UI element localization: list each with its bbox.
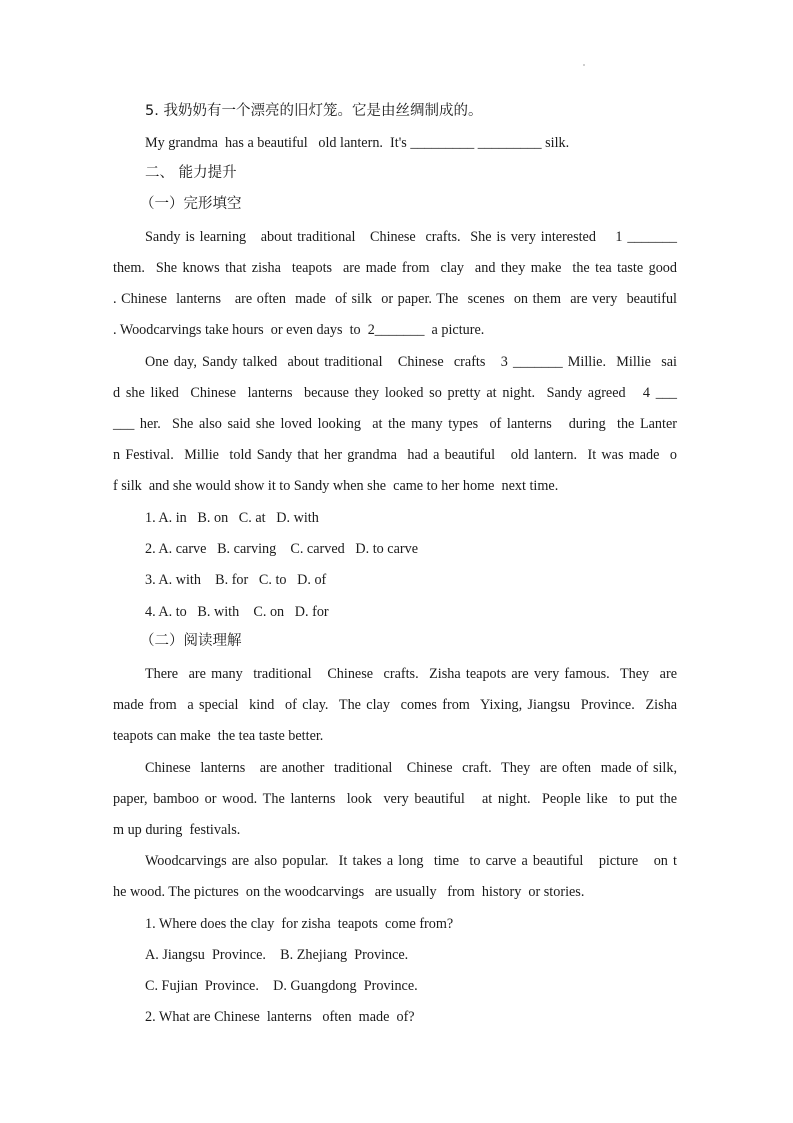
- reading-passage-line: m up during festivals.: [113, 822, 241, 838]
- reading-passage-line: Chinese lanterns are another traditional Chinese craft. They are often made of silk,: [145, 760, 677, 776]
- reading-passage-line: he wood. The pictures on the woodcarvings are usually from history or stories.: [113, 884, 585, 900]
- reading-passage-line: Woodcarvings are also popular. It takes a long time to carve a beautiful picture on t: [145, 853, 677, 869]
- cloze-option-1: 1. A. in B. on C. at D. with: [145, 510, 319, 526]
- cloze-option-4: 4. A. to B. with C. on D. for: [145, 604, 329, 620]
- cloze-passage-line: d she liked Chinese lanterns because they looked so pretty at night. Sandy agreed 4 ___: [113, 385, 677, 401]
- cloze-passage-line: n Festival. Millie told Sandy that her grandma had a beautiful old lantern. It was made o: [113, 447, 677, 463]
- cloze-passage-line: them. She knows that zisha teapots are made from clay and they make the tea taste good: [113, 260, 677, 276]
- cloze-passage-line: One day, Sandy talked about traditional Chinese crafts 3 _______ Millie. Millie sai: [145, 354, 677, 370]
- cloze-passage-line: . Woodcarvings take hours or even days to 2_______ a picture.: [113, 322, 485, 338]
- question-5-english: My grandma has a beautiful old lantern. It's _________ _________ silk.: [145, 135, 570, 151]
- reading-passage-line: made from a special kind of clay. The clay comes from Yixing, Jiangsu Province. Zisha: [113, 697, 677, 713]
- cloze-passage-line: ___ her. She also said she loved looking at the many types of lanterns during the Lanter: [113, 416, 677, 432]
- subsection-heading-reading: （二）阅读理解: [140, 633, 242, 649]
- cloze-passage-line: . Chinese lanterns are often made of silk or paper. The scenes on them are very beautiful: [113, 291, 677, 307]
- subsection-heading-cloze: （一）完形填空: [140, 196, 242, 212]
- reading-question-1-options-ab: A. Jiangsu Province. B. Zhejiang Province.: [145, 947, 409, 963]
- reading-passage-line: There are many traditional Chinese crafts. Zisha teapots are very famous. They are: [145, 666, 677, 682]
- section-heading-ability: 二、 能力提升: [145, 165, 237, 181]
- question-5-chinese: 5. 我奶奶有一个漂亮的旧灯笼。它是由丝绸制成的。: [145, 103, 483, 119]
- cloze-passage-line: Sandy is learning about traditional Chinese crafts. She is very interested 1 _______: [145, 229, 677, 245]
- reading-question-1-options-cd: C. Fujian Province. D. Guangdong Province.: [145, 978, 418, 994]
- cloze-option-2: 2. A. carve B. carving C. carved D. to carve: [145, 541, 419, 557]
- reading-passage-line: paper, bamboo or wood. The lanterns look very beautiful at night. People like to put the: [113, 791, 677, 807]
- cloze-passage-line: f silk and she would show it to Sandy when she came to her home next time.: [113, 478, 559, 494]
- reading-passage-line: teapots can make the tea taste better.: [113, 728, 324, 744]
- reading-question-2: 2. What are Chinese lanterns often made of?: [145, 1009, 415, 1025]
- scan-dot: [583, 64, 585, 66]
- cloze-option-3: 3. A. with B. for C. to D. of: [145, 572, 327, 588]
- reading-question-1: 1. Where does the clay for zisha teapots come from?: [145, 916, 454, 932]
